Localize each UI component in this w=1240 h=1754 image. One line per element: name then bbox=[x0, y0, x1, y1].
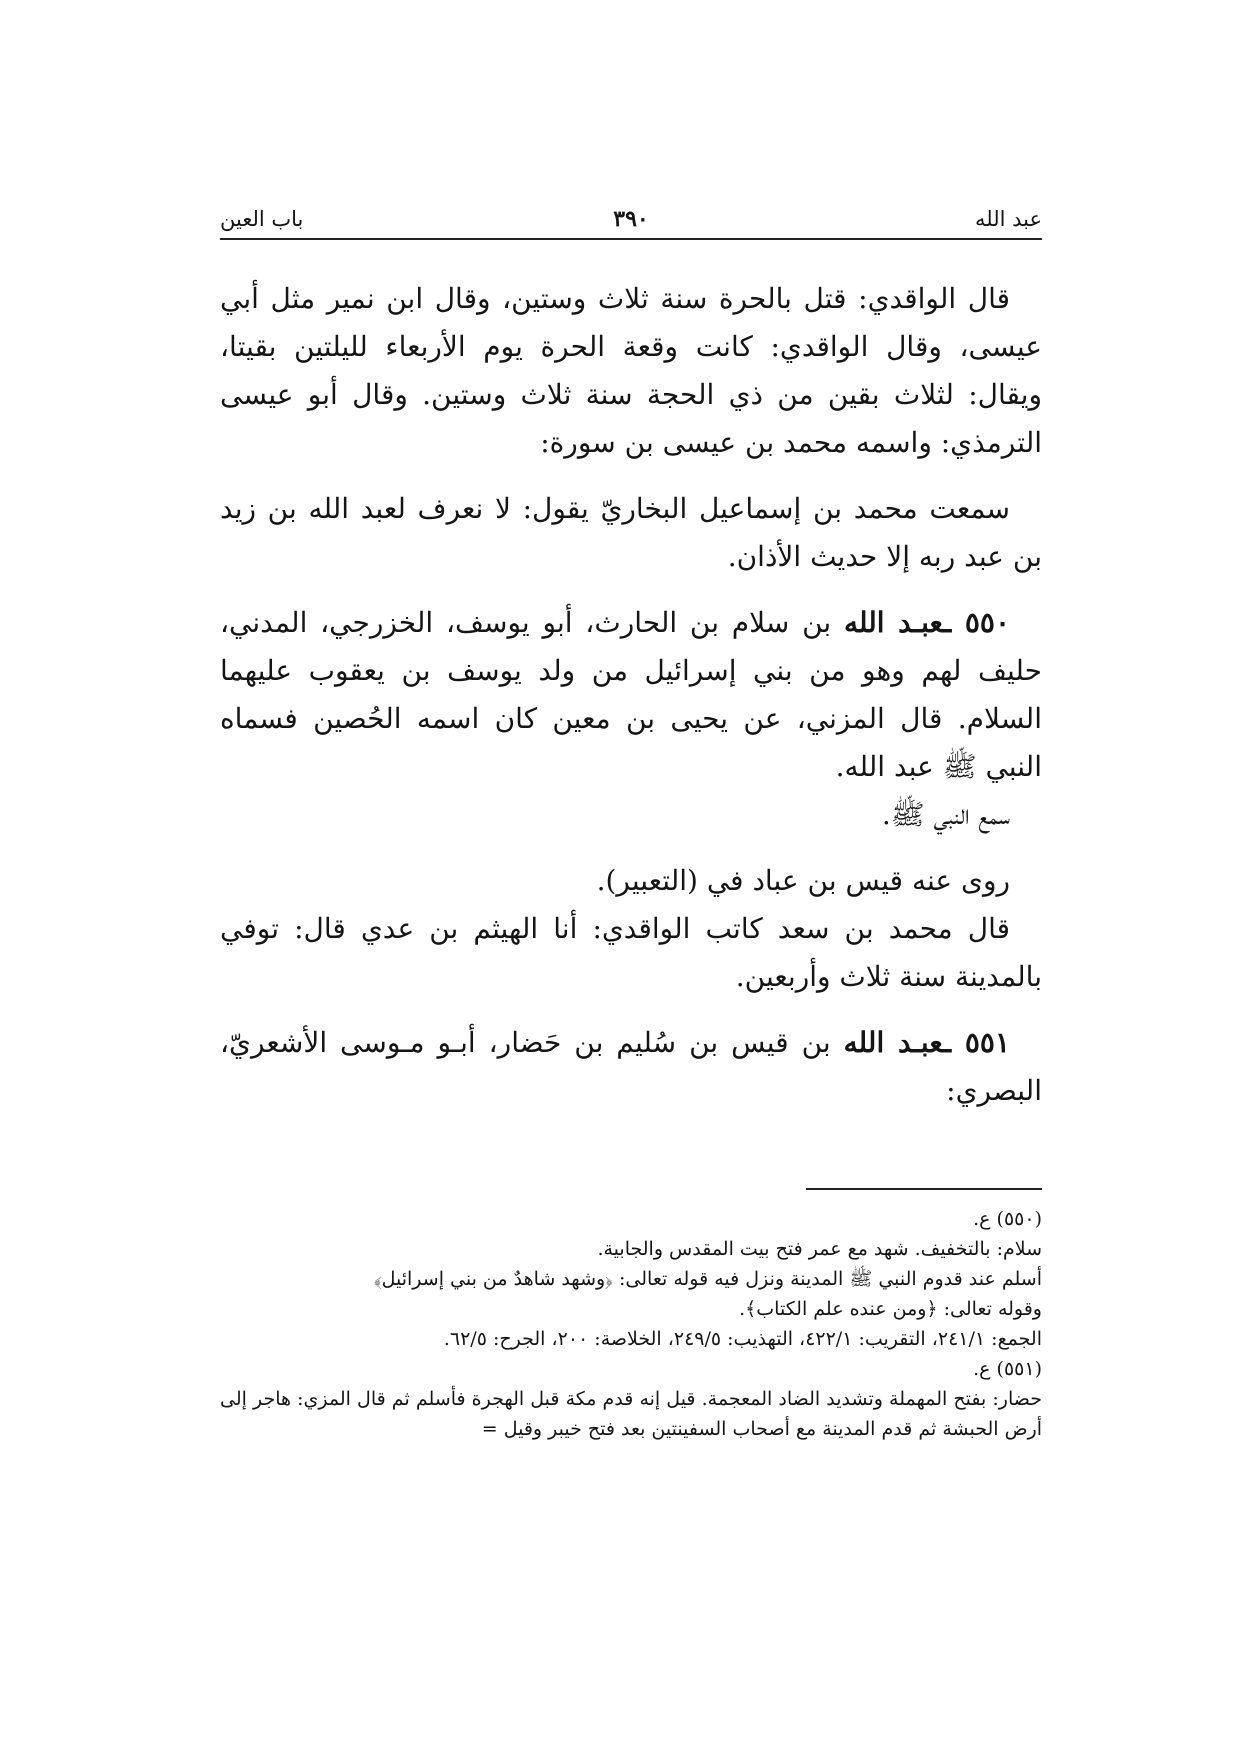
paragraph-ibn-saad: قال محمد بن سعد كاتب الواقدي: أنا الهيثم بن عدي قال: توفي بالمدينة سنة ثلاث وأربعين. bbox=[220, 912, 1042, 993]
paragraph-heard: سمع النبي ﷺ. bbox=[881, 798, 1010, 831]
footnote-550-line: وقوله تعالى: ﴿ومن عنده علم الكتاب﴾. bbox=[739, 1298, 1042, 1320]
header-section-title: باب العين bbox=[220, 207, 304, 231]
entry-551 bbox=[220, 1019, 1042, 1115]
entry-551-number: ٥٥١ ـ bbox=[942, 1026, 1011, 1059]
footnote-ref-551: (٥٥١) ع. bbox=[973, 1358, 1042, 1380]
paragraph-narrated: روى عنه قيس بن عباد في (التعبير). bbox=[596, 864, 1010, 897]
page-number: ٣٩٠ bbox=[613, 206, 649, 232]
footnote-550-line: الجمع: ٢٤١/١، التقريب: ٤٢٢/١، التهذيب: ٢٤٩/٥، الخلاصة: ٢٠٠، الجرح: ٦٢/٥. bbox=[443, 1328, 1042, 1350]
footnote-ref-550: (٥٥٠) ع. bbox=[973, 1208, 1042, 1230]
entry-550 bbox=[220, 599, 1042, 791]
entry-550-name: عبـد الله bbox=[843, 606, 944, 639]
running-header bbox=[220, 204, 1042, 236]
entry-551-name: عبـد الله bbox=[843, 1026, 943, 1059]
entry-550-number: ٥٥٠ ـ bbox=[943, 606, 1011, 639]
header-chapter-name: عبد الله bbox=[974, 207, 1042, 231]
entry-550-text: بن سلام بن الحارث، أبو يوسف، الخزرجي، المدني، حليف لهم وهو من بني إسرائيل من ولد يوسف بن يعقوب عليهما السلام. قال المزني، عن يحيى بن معين كان اسمه الحُصين فسماه النبي ﷺ عبد الله. bbox=[220, 606, 1042, 783]
paragraph-bukhari: سمعت محمد بن إسماعيل البخاريّ يقول: لا نعرف لعبد الله بن زيد بن عبد ربه إلا حديث الأذان. bbox=[220, 492, 1042, 573]
footnote-550-line: سلام: بالتخفيف. شهد مع عمر فتح بيت المقدس والجابية. bbox=[597, 1238, 1042, 1260]
footnote-551-line: حضار: بفتح المهملة وتشديد الضاد المعجمة. قيل إنه قدم مكة قبل الهجرة فأسلم ثم قال المزي: هاجر إلى أرض الحبشة ثم قدم المدينة مع أصحاب السفينتين بعد فتح خيبر وقيل = bbox=[220, 1388, 1042, 1440]
footnote-550-line: أسلم عند قدوم النبي ﷺ المدينة ونزل فيه قوله تعالى: ﴿وشهد شاهدٌ من بني إسرائيل﴾ bbox=[373, 1268, 1042, 1290]
entry-551-text: بن قيس بن سُليم بن حَضار، أبـو مـوسى الأشعريّ، البصري: bbox=[220, 1026, 1042, 1107]
footnotes bbox=[220, 1204, 1042, 1444]
paragraph-waqidi: قال الواقدي: قتل بالحرة سنة ثلاث وستين، وقال ابن نمير مثل أبي عيسى، وقال الواقدي: كانت وقعة الحرة يوم الأربعاء لليلتين بقيتا، ويقال: لثلاث بقين من ذي الحجة سنة ثلاث وستين. وقال أبو عيسى الترمذي: واسمه محمد بن عيسى بن سورة: bbox=[220, 282, 1042, 459]
footnote-divider bbox=[806, 1188, 1042, 1190]
main-text bbox=[220, 275, 1042, 1115]
header-divider bbox=[220, 238, 1042, 240]
